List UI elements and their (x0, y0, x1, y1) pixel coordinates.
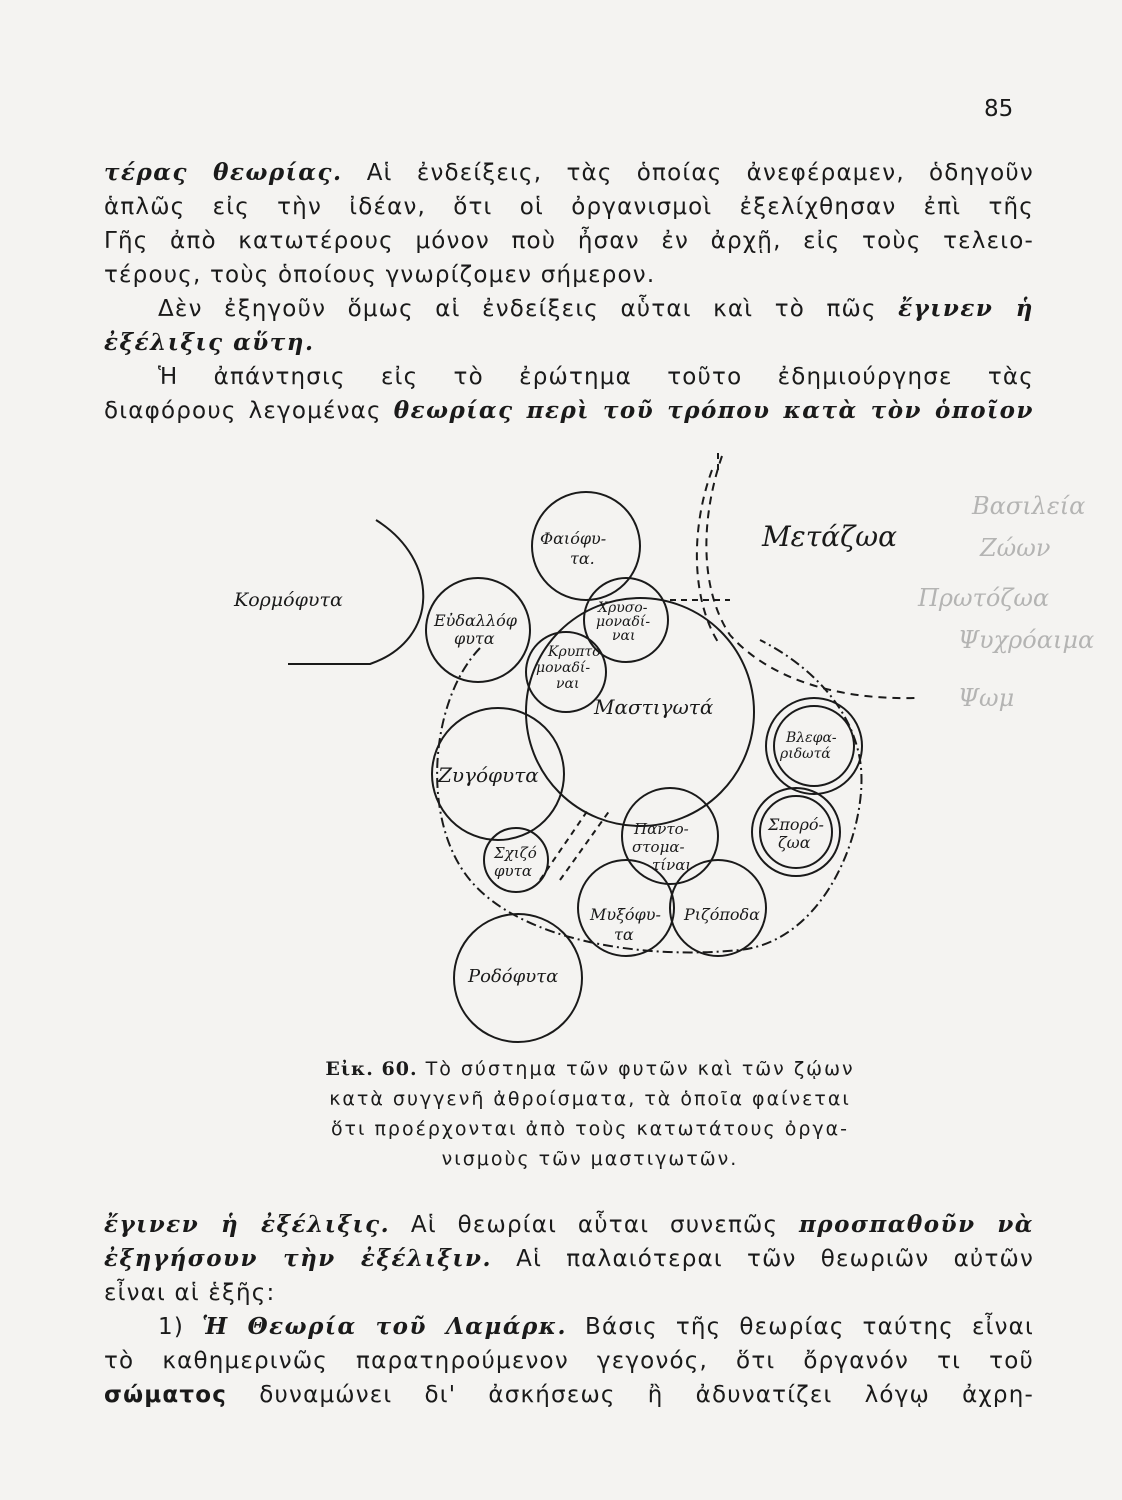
margin-note-line: Πρωτόζωα (918, 584, 1050, 612)
text-segment: δυναμώνει δι' ἀσκήσεως ἢ ἀδυνατίζει λόγῳ ἀχρη- (227, 1382, 1034, 1408)
text-segment: Ἡ ἀπάντησις εἰς τὸ ἐρώτημα τοῦτο ἐδημιούργησε τὰς (158, 364, 1034, 390)
text-segment: εἶναι αἱ ἑξῆς: (104, 1280, 276, 1306)
metazoa-dashed-arc (706, 456, 915, 698)
label-mastigota: Μαστιγωτά (594, 695, 714, 719)
text-segment: διαφόρους λεγομένας (104, 398, 394, 424)
label-chrysomonadinai-1: Χρυσο- (598, 600, 648, 616)
label-rizopoda: Ριζόποδα (684, 905, 760, 924)
text-segment: Γῆς ἀπὸ κατωτέρους μόνον ποὺ ἦσαν ἐν ἀρχῇ, εἰς τοὺς τελειο- (104, 228, 1034, 254)
text-segment: τέρους, τοὺς ὁποίους γνωρίζομεν σήμερον. (104, 262, 656, 288)
label-metazoa: Μετάζωα (762, 520, 898, 553)
page-number: 85 (984, 96, 1014, 122)
text-segment: 1) (158, 1314, 202, 1340)
label-myxofyta-2: τα (614, 925, 634, 944)
text-line (104, 1276, 1034, 1310)
text-line (104, 1378, 1034, 1412)
text-segment: Αἱ θεωρίαι αὗται συνεπῶς (390, 1212, 799, 1238)
label-pantostomatinai-1: Παντο- (634, 820, 689, 838)
text-segment: ἔγινεν ἡ ἐξέλιξις. (104, 1211, 391, 1238)
label-kormofyta: Κορμόφυτα (234, 589, 343, 611)
text-segment: ἐξηγήσουν τὴν ἐξέλιξιν. (104, 1245, 492, 1272)
label-sporozoa-1: Σπορό- (768, 815, 824, 834)
text-segment: ἔγινεν ἡ (898, 295, 1034, 322)
margin-note-line: Ψυχρόαιμα (958, 626, 1095, 654)
connector-dashed (540, 810, 588, 880)
margin-note-line: Βασιλεία (972, 492, 1086, 520)
label-chrysomonadinai-2: μοναδί- (596, 614, 651, 630)
label-sporozoa-2: ζωα (778, 833, 811, 852)
figure-caption (270, 1054, 910, 1174)
text-line (104, 1344, 1034, 1378)
text-line (104, 1242, 1034, 1276)
text-segment: Αἱ ἐνδείξεις, τὰς ὁποίας ἀνεφέραμεν, ὁδηγοῦν (342, 160, 1034, 186)
caption-text: Τὸ σύστημα τῶν φυτῶν καὶ τῶν ζῴων (425, 1058, 855, 1080)
text-segment: Βάσις τῆς θεωρίας ταύτης εἶναι (567, 1314, 1034, 1340)
margin-pencil-note (917, 492, 1094, 712)
label-kryptomonadinai-2: μοναδί- (536, 660, 591, 676)
label-kryptomonadinai-3: ναι (556, 676, 580, 692)
label-vlefaridota-1: Βλεφα- (786, 730, 837, 746)
text-segment: τέρας θεωρίας. (104, 159, 343, 186)
text-segment: Ἡ Θεωρία τοῦ Λαμάρκ. (202, 1313, 568, 1340)
text-segment: θεωρίας περὶ τοῦ τρόπου κατὰ τὸν ὁποῖον (393, 397, 1034, 424)
text-segment: ἁπλῶς εἰς τὴν ἰδέαν, ὅτι οἱ ὀργανισμοὶ ἐξελίχθησαν ἐπὶ τῆς (104, 194, 1034, 220)
label-myxofyta-1: Μυξόφυ- (590, 905, 661, 924)
label-zygofyta: Ζυγόφυτα (438, 763, 539, 787)
margin-note-line: Ζώων (980, 534, 1051, 562)
label-kryptomonadinai-1: Κρυπτο (548, 644, 601, 660)
caption-line: κατὰ συγγενῆ ἀθροίσματα, τὰ ὁποῖα φαίνεται (329, 1088, 851, 1110)
text-segment: σώματος (104, 1382, 228, 1408)
caption-line (270, 1054, 910, 1084)
label-rodofyta: Ροδόφυτα (468, 966, 559, 987)
label-pantostomatinai-2: στομα- (632, 838, 685, 856)
caption-fig-number: Εἰκ. 60. (325, 1058, 418, 1080)
text-segment: Αἱ παλαιότεραι τῶν θεωριῶν αὐτῶν (491, 1246, 1034, 1272)
label-faiofyta-2: τα. (570, 549, 595, 568)
label-eudallofyta-2: φυτα (454, 629, 495, 648)
text-line (104, 1310, 1034, 1344)
label-vlefaridota-2: ριδωτά (780, 746, 831, 762)
label-schizofyta-2: φυτα (494, 862, 533, 880)
text-segment: ἐξέλιξις αὕτη. (104, 329, 315, 356)
text-segment: Δὲν ἐξηγοῦν ὅμως αἱ ἐνδείξεις αὗται καὶ τὸ πῶς (158, 296, 899, 322)
bottom-text-block (104, 1208, 1034, 1412)
text-segment: προσπαθοῦν νὰ (798, 1211, 1034, 1238)
label-chrysomonadinai-3: ναι (612, 628, 636, 644)
label-pantostomatinai-3: τίναι (652, 856, 692, 874)
label-faiofyta-1: Φαιόφυ- (540, 529, 607, 548)
label-eudallofyta-1: Εὐδαλλόφ (434, 611, 517, 630)
caption-line: νισμοὺς τῶν μαστιγωτῶν. (441, 1148, 739, 1170)
text-segment: τὸ καθημερινῶς παρατηρούμενον γεγονός, ὅτι ὄργανόν τι τοῦ (104, 1348, 1034, 1374)
label-schizofyta-1: Σχιζό (494, 844, 537, 862)
text-line (104, 1208, 1034, 1242)
margin-note-line: Ψωμ (958, 684, 1015, 712)
caption-line: ὅτι προέρχονται ἀπὸ τοὺς κατωτάτους ὀργα- (330, 1118, 850, 1140)
